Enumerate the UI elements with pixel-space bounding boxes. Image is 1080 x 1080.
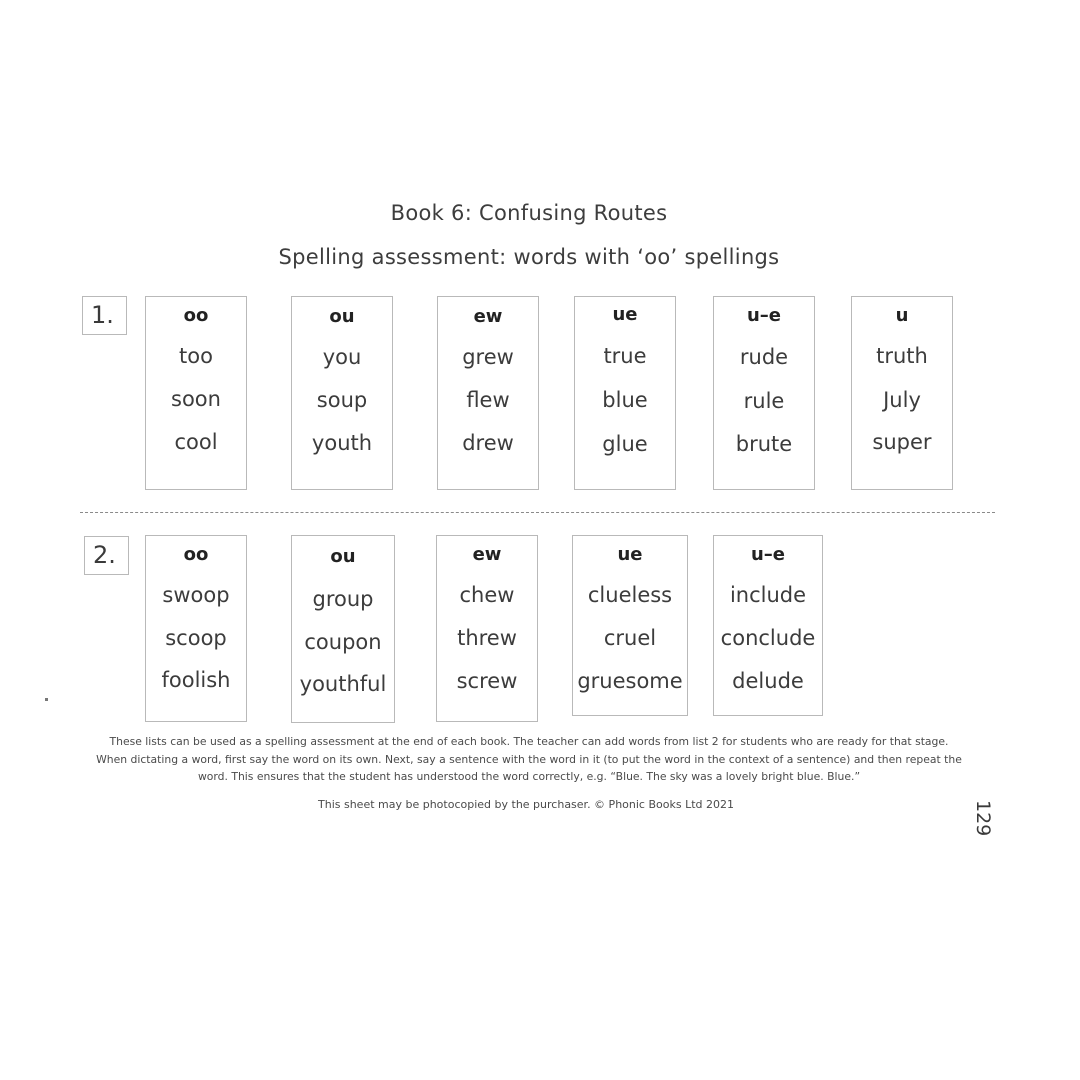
word: foolish xyxy=(161,668,231,692)
card-heading: oo xyxy=(183,544,209,565)
word: soon xyxy=(171,387,221,411)
word: youth xyxy=(311,431,373,455)
word: brute xyxy=(735,432,793,456)
word: chew xyxy=(459,583,515,607)
word: cruel xyxy=(603,626,657,650)
word-card-ew xyxy=(437,296,539,490)
word: glue xyxy=(602,432,648,456)
word-card-u xyxy=(851,296,953,490)
card-heading: ou xyxy=(329,306,355,327)
word: drew xyxy=(462,431,514,455)
instructions-text: These lists can be used as a spelling assessment at the end of each book. The teacher can add words from list 2 for students who are ready for that stage. When dictating a word, first say the word on its own. Next, say a sentence with the word in it (to put the word in the context of a sentence) and then repeat the word. This ensures that the student has understood the word correctly, e.g. “Blue. The sky was a lovely bright blue. Blue.” xyxy=(96,735,962,783)
word: scoop xyxy=(165,626,227,650)
word-card-oo xyxy=(145,296,247,490)
card-heading: ou xyxy=(330,546,356,567)
word-card-ou xyxy=(291,296,393,490)
word: you xyxy=(322,345,362,369)
scan-speck xyxy=(45,698,48,701)
word: grew xyxy=(462,345,514,369)
word-card-ue xyxy=(572,535,688,716)
list-number: 1. xyxy=(82,296,127,335)
word-card-ou xyxy=(291,535,395,723)
word: blue xyxy=(602,388,648,412)
word: youthful xyxy=(299,672,387,696)
word: rule xyxy=(743,389,785,413)
card-heading: u–e xyxy=(750,544,786,565)
card-heading: ew xyxy=(472,544,502,565)
word: super xyxy=(872,430,932,454)
word: flew xyxy=(466,388,510,412)
word-card-ue xyxy=(574,296,676,490)
word: true xyxy=(603,344,647,368)
card-heading: oo xyxy=(183,305,209,326)
word-card-u-e xyxy=(713,535,823,716)
card-heading: ue xyxy=(612,304,638,325)
word: coupon xyxy=(304,630,382,654)
word: gruesome xyxy=(577,669,683,693)
word-card-oo xyxy=(145,535,247,722)
word: cool xyxy=(174,430,218,454)
word: clueless xyxy=(587,583,673,607)
list-divider xyxy=(80,512,995,513)
card-heading: ew xyxy=(473,306,503,327)
page-subtitle: Spelling assessment: words with ‘oo’ spellings xyxy=(278,245,780,269)
copyright-text: This sheet may be photocopied by the purchaser. © Phonic Books Ltd 2021 xyxy=(318,798,734,811)
word: rude xyxy=(739,345,789,369)
list-number: 2. xyxy=(84,536,129,575)
word: delude xyxy=(732,669,804,693)
card-heading: ue xyxy=(617,544,643,565)
word: screw xyxy=(456,669,518,693)
word: soup xyxy=(316,388,368,412)
page-number: 129 xyxy=(972,800,994,837)
word-card-ew xyxy=(436,535,538,722)
word: July xyxy=(883,388,921,412)
word: group xyxy=(312,587,374,611)
word: too xyxy=(179,344,213,368)
word: conclude xyxy=(720,626,816,650)
page-title: Book 6: Confusing Routes xyxy=(390,201,668,225)
word: include xyxy=(729,583,807,607)
word: truth xyxy=(876,344,928,368)
card-heading: u xyxy=(895,305,909,326)
word-card-u-e xyxy=(713,296,815,490)
word: swoop xyxy=(162,583,230,607)
word: threw xyxy=(457,626,517,650)
card-heading: u–e xyxy=(746,305,782,326)
